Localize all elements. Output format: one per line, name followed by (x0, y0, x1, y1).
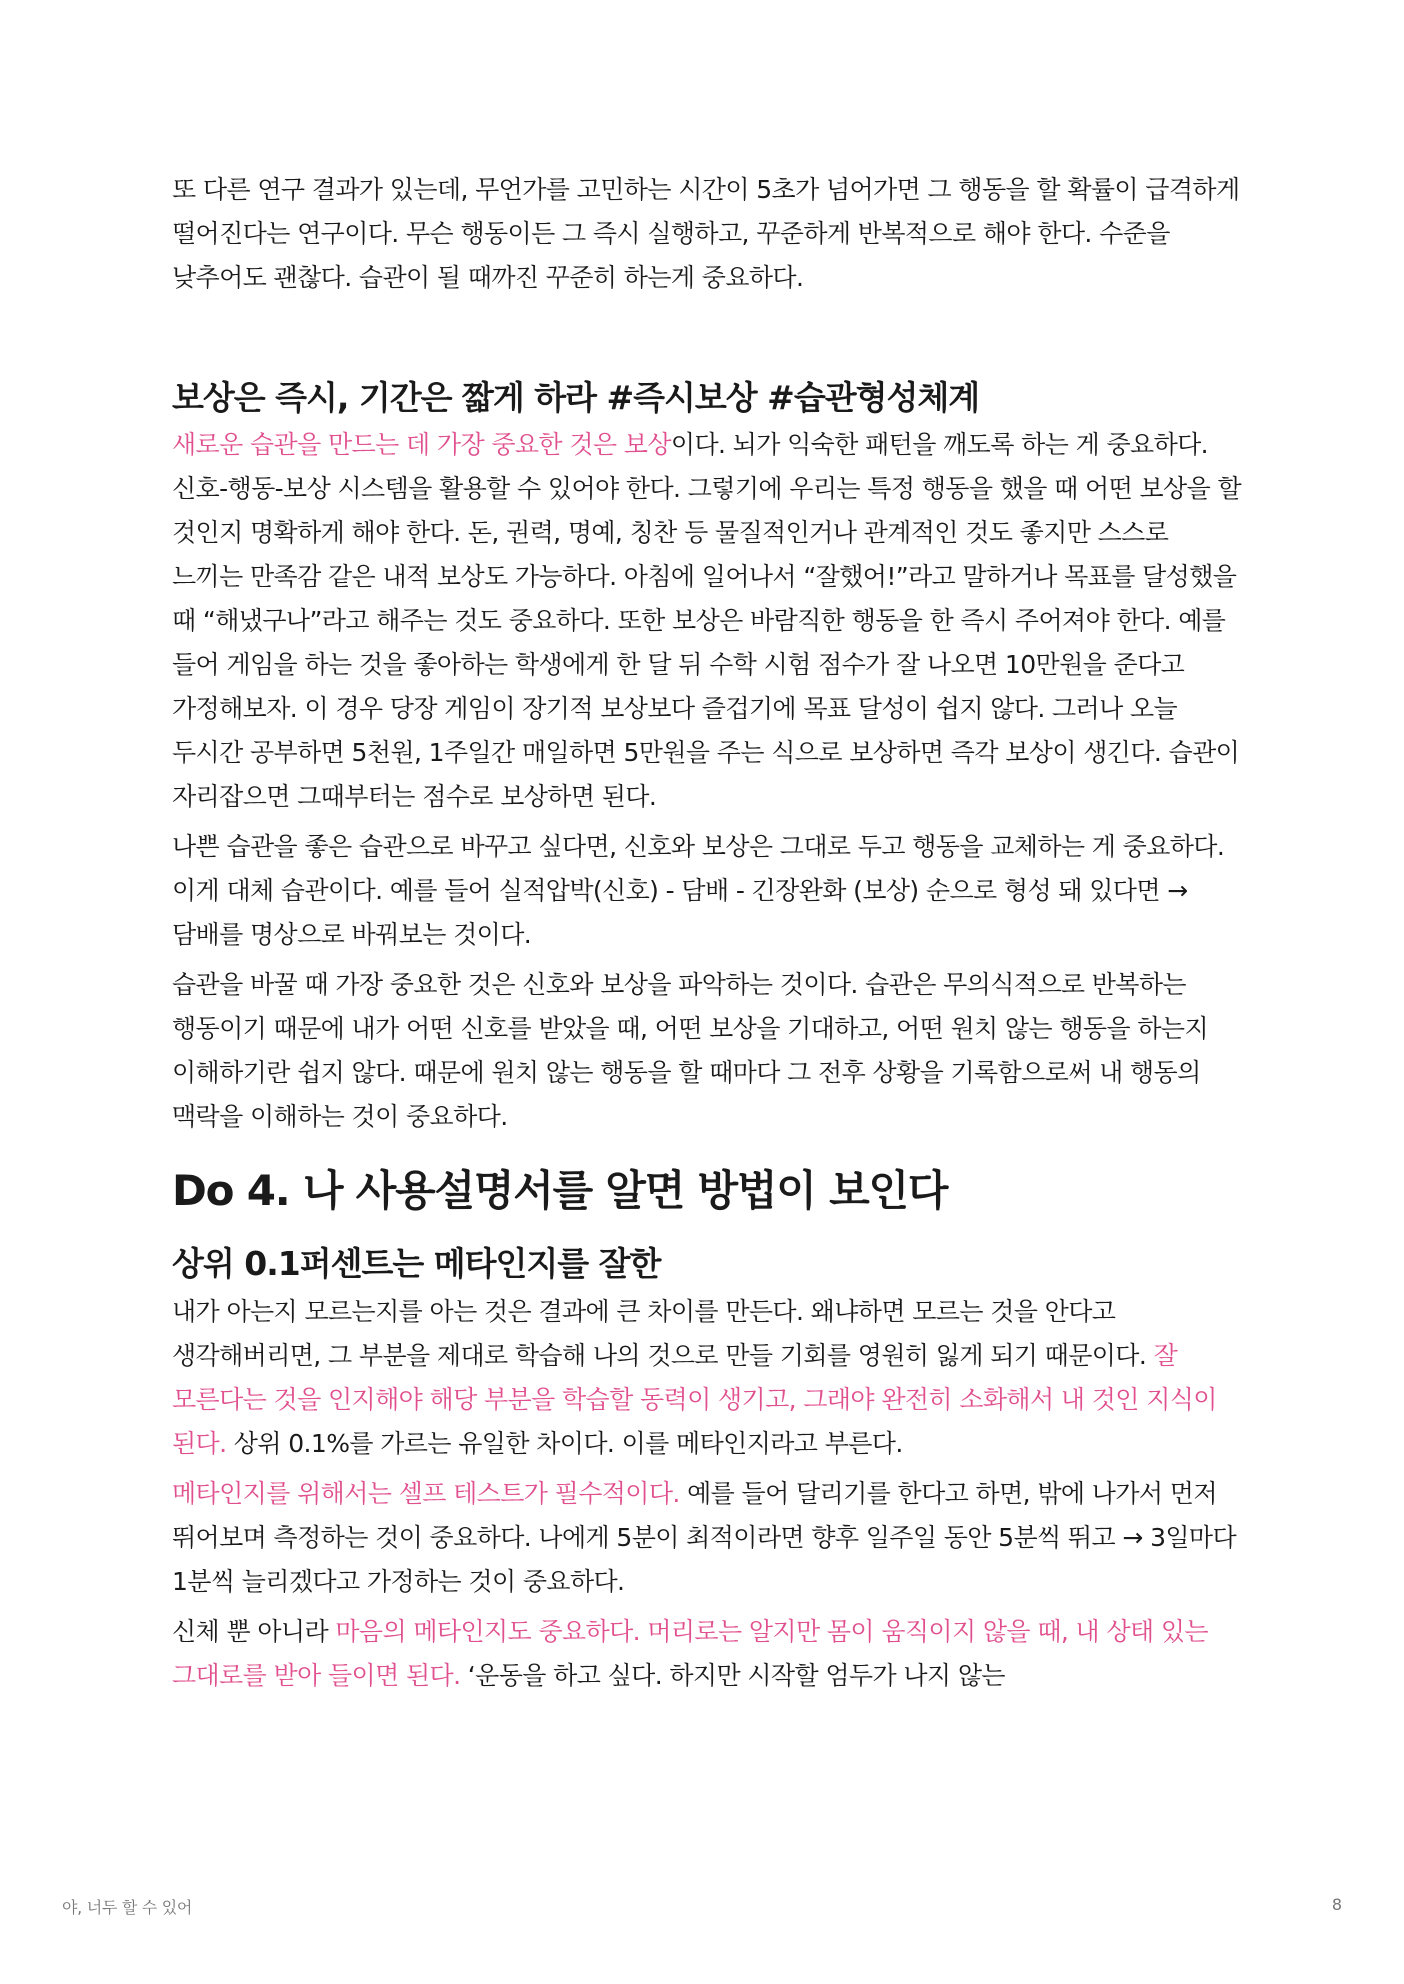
reward-paragraph-3: 습관을 바꿀 때 가장 중요한 것은 신호와 보상을 파악하는 것이다. 습관은 무의식적으로 반복하는 행동이기 때문에 내가 어떤 신호를 받았을 때, 어떤 보상을 기대하고, 어떤 원치 않는 행동을 하는지 이해하기란 쉽지 않다. 때문에 원치 않는 행동을 할 때마다 그 전후 상황을 기록함으로써 내 행동의 맥락을 이해하는 것이 중요하다. (172, 970, 1209, 1131)
metacognition-paragraph-2 (172, 1472, 1242, 1604)
body-text: 내가 아는지 모르는지를 아는 것은 결과에 큰 차이를 만든다. 왜냐하면 모르는 것을 안다고 생각해버리면, 그 부분을 제대로 학습해 나의 것으로 만들 기회를 영원히 잃게 되기 때문이다. (172, 1297, 1154, 1370)
reward-paragraph-1 (172, 423, 1242, 819)
intro-paragraph: 또 다른 연구 결과가 있는데, 무언가를 고민하는 시간이 5초가 넘어가면 그 행동을 할 확률이 급격하게 떨어진다는 연구이다. 무슨 행동이든 그 즉시 실행하고, 꾸준하게 반복적으로 해야 한다. 수준을 낮추어도 괜찮다. 습관이 될 때까진 꾸준히 하는게 중요하다. (172, 175, 1240, 292)
body-text: ‘운동을 하고 싶다. 하지만 시작할 엄두가 나지 않는 (460, 1661, 1005, 1690)
footer-page-number: 8 (1331, 1895, 1342, 1914)
highlighted-text: 새로운 습관을 만드는 데 가장 중요한 것은 보상 (172, 430, 671, 459)
highlighted-text: 잘 모른다는 것을 인지해야 해당 부분을 학습할 동력이 생기고, 그래야 완전히 소화해서 내 것인 지식이 된다. (172, 1341, 1217, 1458)
reward-paragraph-2: 나쁜 습관을 좋은 습관으로 바꾸고 싶다면, 신호와 보상은 그대로 두고 행동을 교체하는 게 중요하다. 이게 대체 습관이다. 예를 들어 실적압박(신호) - 담배 - 긴장완화 (보상) 순으로 형성 돼 있다면 → 담배를 명상으로 바꿔보는 것이다. (172, 832, 1225, 949)
section-heading-reward: 보상은 즉시, 기간은 짧게 하라 #즉시보상 #습관형성체계 (172, 378, 980, 417)
body-text: 신체 뿐 아니라 (172, 1617, 336, 1646)
footer-book-title: 야, 너두 할 수 있어 (62, 1898, 193, 1917)
highlighted-text: 마음의 메타인지도 중요하다. 머리로는 알지만 몸이 움직이지 않을 때, 내 상태 있는 그대로를 받아 들이면 된다. (172, 1617, 1209, 1690)
metacognition-paragraph-3 (172, 1610, 1242, 1698)
chapter-heading-do4: Do 4. 나 사용설명서를 알면 방법이 보인다 (172, 1166, 948, 1215)
section-heading-metacognition: 상위 0.1퍼센트는 메타인지를 잘한 (172, 1244, 661, 1283)
body-text: 상위 0.1%를 가르는 유일한 차이다. 이를 메타인지라고 부른다. (226, 1429, 903, 1458)
body-text: 이다. 뇌가 익숙한 패턴을 깨도록 하는 게 중요하다. 신호-행동-보상 시스템을 활용할 수 있어야 한다. 그렇기에 우리는 특정 행동을 했을 때 어떤 보상을 할 것인지 명확하게 해야 한다. 돈, 권력, 명예, 칭찬 등 물질적인거나 관계적인 것도 좋지만 스스로 느끼는 만족감 같은 내적 보상도 가능하다. 아침에 일어나서 “잘했어!”라고 말하거나 목표를 달성했을 때 “해냈구나”라고 해주는 것도 중요하다. 또한 보상은 바람직한 행동을 한 즉시 주어져야 한다. 예를 들어 게임을 하는 것을 좋아하는 학생에게 한 달 뒤 수학 시험 점수가 잘 나오면 10만원을 준다고 가정해보자. 이 경우 당장 게임이 장기적 보상보다 즐겁기에 목표 달성이 쉽지 않다. 그러나 오늘 두시간 공부하면 5천원, 1주일간 매일하면 5만원을 주는 식으로 보상하면 즉각 보상이 생긴다. 습관이 자리잡으면 그때부터는 점수로 보상하면 된다. (172, 430, 1242, 811)
body-text: 예를 들어 달리기를 한다고 하면, 밖에 나가서 먼저 뛰어보며 측정하는 것이 중요하다. 나에게 5분이 최적이라면 향후 일주일 동안 5분씩 뛰고 → 3일마다 1분씩 늘리겠다고 가정하는 것이 중요하다. (172, 1479, 1237, 1596)
highlighted-text: 메타인지를 위해서는 셀프 테스트가 필수적이다. (172, 1479, 680, 1508)
metacognition-paragraph-1 (172, 1290, 1242, 1466)
document-page (172, 168, 1242, 1698)
